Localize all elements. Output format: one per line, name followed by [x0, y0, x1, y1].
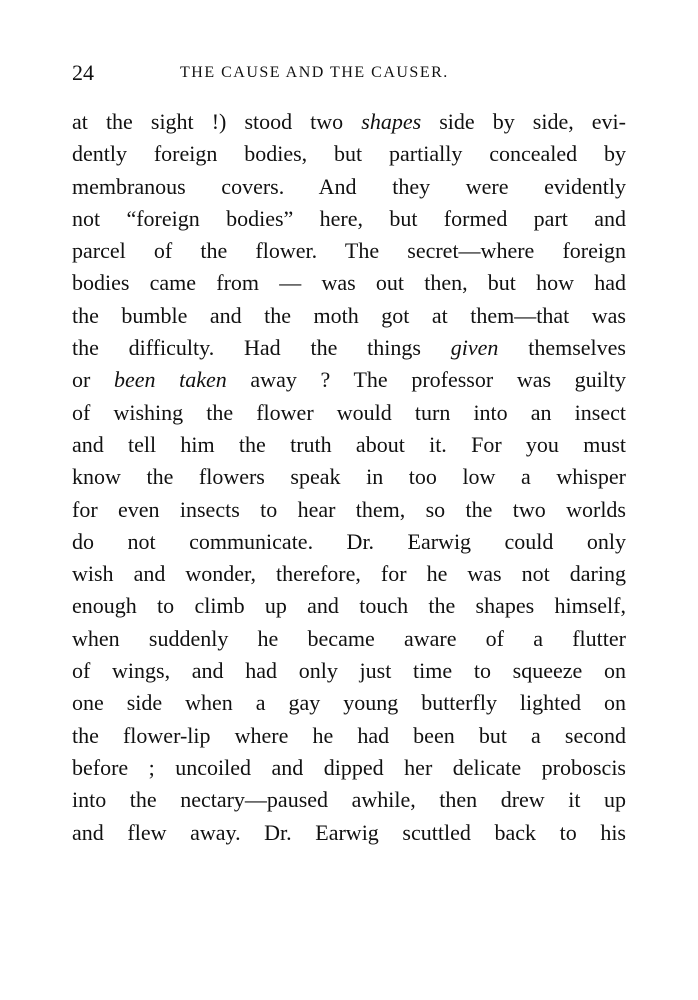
text-line	[72, 397, 626, 429]
text-segment: side by side, evi-	[421, 109, 626, 134]
text-line	[72, 655, 626, 687]
text-line	[72, 784, 626, 816]
text-line	[72, 171, 626, 203]
text-line	[72, 590, 626, 622]
italic-text: given	[450, 335, 499, 361]
text-segment: or	[72, 367, 114, 393]
text-line	[72, 429, 626, 461]
text-line	[72, 235, 626, 267]
text-line	[72, 817, 626, 849]
text-segment: at the sight !) stood two	[72, 109, 362, 134]
text-segment: the bumble and the moth got at them—that was	[72, 302, 626, 328]
text-segment: membranous covers. And they were evidently	[72, 173, 626, 199]
text-line	[72, 267, 626, 299]
text-segment: not “foreign bodies” here, but formed part and	[72, 205, 626, 231]
text-segment: dently foreign bodies, but partially concealed by	[72, 141, 626, 167]
text-line	[72, 203, 626, 235]
text-segment: and tell him the truth about it. For you must	[72, 431, 626, 457]
text-segment: parcel of the flower. The secret—where foreign	[72, 238, 626, 264]
text-line	[72, 364, 626, 396]
text-line	[72, 526, 626, 558]
running-head-title: THE CAUSE AND THE CAUSER.	[180, 64, 449, 81]
italic-text: been taken	[113, 367, 227, 393]
text-line	[72, 300, 626, 332]
text-segment: the difficulty. Had the things	[72, 335, 451, 361]
text-segment: and flew away. Dr. Earwig scuttled back to his	[72, 819, 626, 845]
text-segment: enough to climb up and touch the shapes himself,	[72, 593, 626, 619]
text-segment: when suddenly he became aware of a flutter	[72, 625, 626, 651]
text-segment: before ; uncoiled and dipped her delicate proboscis	[72, 754, 626, 780]
text-segment: bodies came from — was out then, but how had	[72, 270, 626, 296]
text-line	[72, 461, 626, 493]
text-segment: know the flowers speak in too low a whisper	[72, 464, 626, 490]
page-number: 24	[72, 60, 94, 85]
text-line	[72, 752, 626, 784]
text-segment: do not communicate. Dr. Earwig could only	[72, 528, 626, 554]
text-segment: themselves	[498, 335, 626, 361]
italic-text: shapes	[361, 109, 422, 134]
text-segment: away ? The professor was guilty	[226, 367, 627, 393]
text-segment: of wishing the flower would turn into an insect	[72, 399, 626, 425]
text-line	[72, 106, 626, 138]
text-line	[72, 494, 626, 526]
body-text	[72, 106, 626, 849]
text-segment: of wings, and had only just time to squeeze on	[72, 658, 626, 684]
text-segment: into the nectary—paused awhile, then drew it up	[72, 787, 626, 813]
text-line	[72, 558, 626, 590]
text-line	[72, 623, 626, 655]
text-segment: the flower-lip where he had been but a second	[72, 722, 626, 748]
text-segment: wish and wonder, therefore, for he was not daring	[72, 561, 626, 587]
running-head	[72, 58, 626, 88]
text-line	[72, 720, 626, 752]
text-segment: one side when a gay young butterfly lighted on	[72, 690, 626, 716]
text-line	[72, 687, 626, 719]
text-line	[72, 138, 626, 170]
text-line	[72, 332, 626, 364]
text-segment: for even insects to hear them, so the two worlds	[72, 496, 626, 522]
